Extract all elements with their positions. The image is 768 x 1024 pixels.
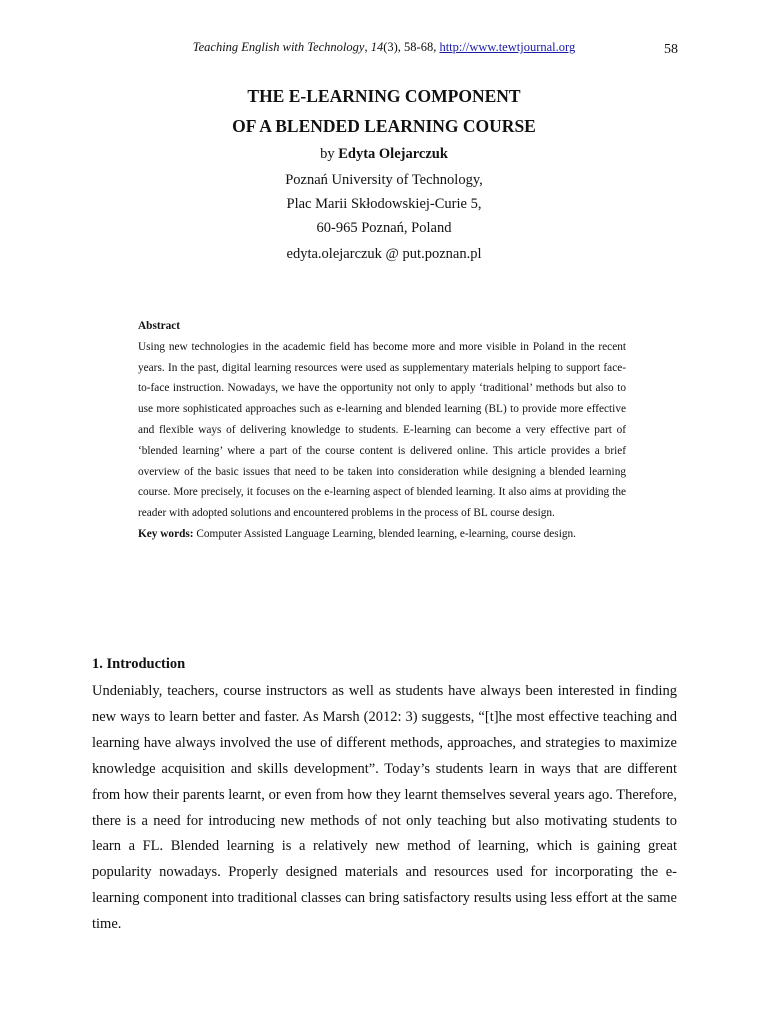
page-number: 58 [664,42,678,57]
keywords-text: Computer Assisted Language Learning, blended learning, e-learning, course design. [193,527,576,540]
abstract-text: Using new technologies in the academic field has become more and more visible in Poland in the recent years. In the past, digital learning resources were used as supplementary materials helping to support face-to-face instruction. Nowadays, we have the opportunity not only to apply ‘traditional’ methods but also to use more sophisticated approaches such as e-learning and blended learning (BL) to provide more effective and flexible ways of delivering knowledge to students. E-learning can become a very effective part of ‘blended learning’ where a part of the course content is delivered online. This article provides a brief overview of the basic issues that need to be taken into consideration while designing a blended learning course. More precisely, it focuses on the e-learning aspect of blended learning. It also aims at providing the reader with adopted solutions and encountered problems in the process of BL course design. [138,340,626,520]
journal-url-link[interactable]: http://www.tewtjournal.org [439,40,576,54]
journal-citation: Teaching English with Technology, 14(3), 58-68, http://www.tewtjournal.org [192,40,576,54]
author-name: Edyta Olejarczuk [338,146,448,162]
journal-volume: 14 [370,40,384,54]
abstract-section [138,316,626,545]
section-heading-introduction: 1. Introduction [92,656,186,672]
journal-name: Teaching English with Technology [192,40,365,54]
byline [0,146,768,163]
affiliation-line-1: Poznań University of Technology, [285,172,483,188]
affiliation-line-2: Plac Marii Skłodowskiej-Curie 5, [286,196,482,212]
running-header [0,40,768,60]
title-line-1: THE E-LEARNING COMPONENT [247,86,521,106]
introduction-paragraph: Undeniably, teachers, course instructors as well as students have always been interested in finding new ways to learn better and faster. As Marsh (2012: 3) suggests, “[t]he most effective teaching and learning have always involved the use of different methods, approaches, and strategies to maximize knowledge acquisition and skills development”. Today’s students learn in ways that are different from how their parents learnt, or even from how they learnt themselves several years ago. Therefore, there is a need for introducing new methods of not only teaching but also motivating students to learn a FL. Blended learning is a relatively new method of learning, which is gaining great popularity nowadays. Properly designed materials and resources used for incorporating the e-learning component into traditional classes can bring satisfactory results using less effort at the same time. [92,683,677,933]
keywords-line [138,524,626,545]
keywords-label: Key words: [138,527,194,540]
issue-pages: (3), 58-68, [383,40,440,54]
affiliation-line-3: 60-965 Poznań, Poland [316,220,452,236]
by-label: by [320,146,339,162]
author-email: edyta.olejarczuk @ put.poznan.pl [286,246,482,262]
abstract-heading: Abstract [138,320,181,332]
title-line-2: OF A BLENDED LEARNING COURSE [232,116,536,136]
